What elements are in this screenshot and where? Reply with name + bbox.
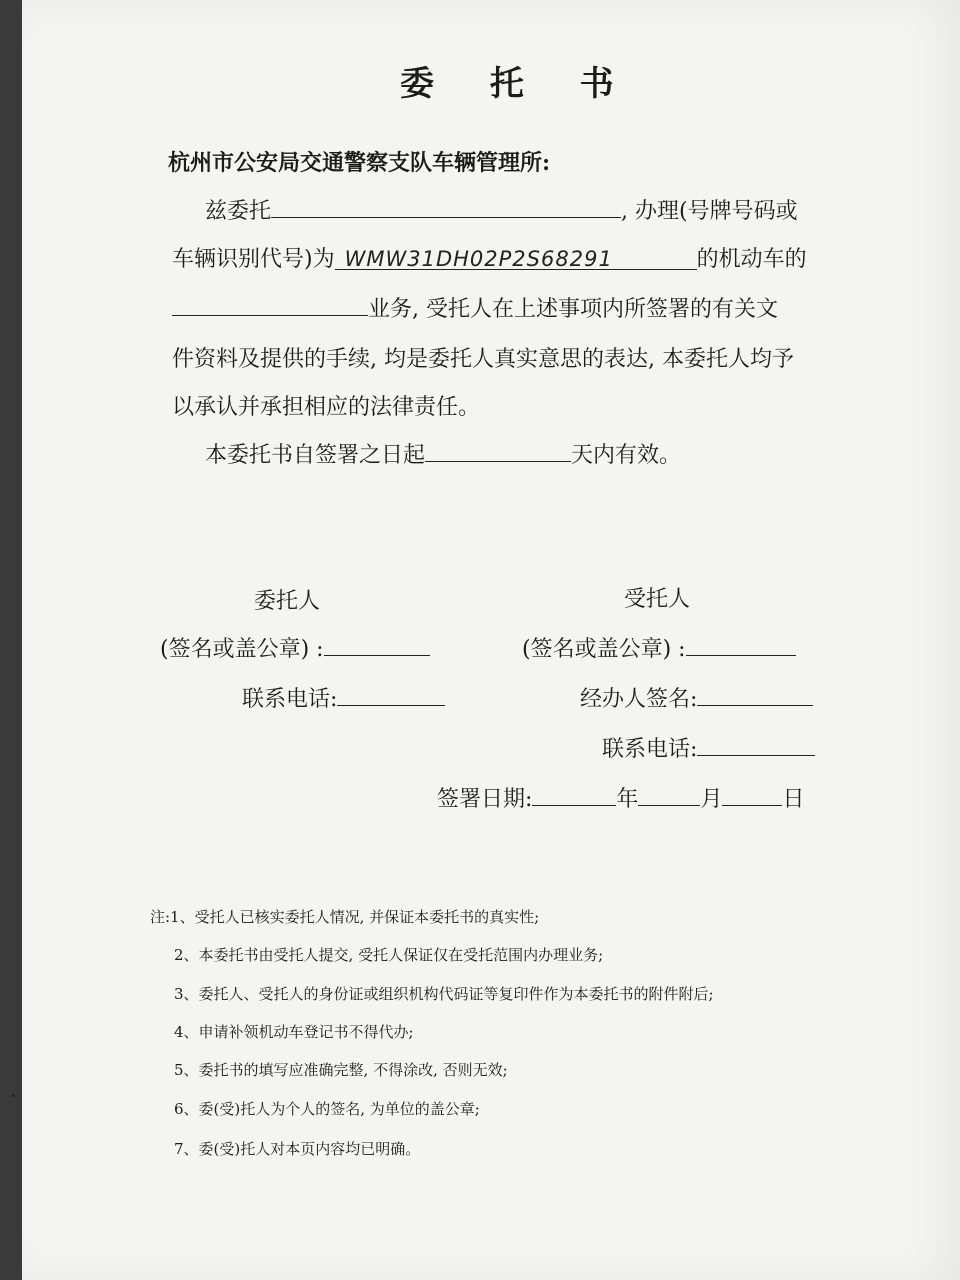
date-row (437, 782, 804, 813)
agent-heading: 受托人 (624, 587, 691, 612)
principal-sign-row (160, 632, 430, 663)
line1-suffix: , 办理(号牌号码或 (621, 199, 798, 224)
date-label: 签署日期: (437, 787, 533, 812)
note-6: 6、委(受)托人为个人的签名, 为单位的盖公章; (174, 1100, 480, 1118)
month-label: 月 (700, 787, 723, 812)
handler-sign-label: 经办人签名: (580, 687, 698, 712)
business-blank (172, 293, 368, 316)
vin-field (335, 247, 697, 270)
vin-handwritten: WMW31DH02P2S68291 (344, 247, 613, 271)
principal-sign-blank (324, 633, 430, 656)
validity-line (205, 438, 681, 469)
principal-sign-label: (签名或盖公章) : (160, 637, 324, 662)
line2-suffix: 的机动车的 (696, 247, 807, 272)
principal-heading: 委托人 (254, 589, 321, 614)
agent-sign-row (522, 632, 796, 663)
year-label: 年 (616, 787, 639, 812)
agent-sign-label: (签名或盖公章) : (522, 637, 686, 662)
addressee: 杭州市公安局交通警察支队车辆管理所: (168, 150, 551, 176)
note-2: 2、本委托书由受托人提交, 受托人保证仅在受托范围内办理业务; (174, 946, 604, 964)
note-5: 5、委托书的填写应准确完整, 不得涂改, 否则无效; (174, 1061, 508, 1079)
body-line-4: 件资料及提供的手续, 均是委托人真实意思的表达, 本委托人均予 (172, 347, 794, 372)
body-line-5: 以承认并承担相应的法律责任。 (172, 395, 481, 420)
note-3: 3、委托人、受托人的身份证或组织机构代码证等复印件作为本委托书的附件附后; (174, 985, 714, 1003)
paper-speck (12, 1094, 15, 1097)
days-blank (425, 439, 571, 462)
month-blank (638, 783, 700, 806)
agent-phone-blank (697, 733, 815, 756)
note-7: 7、委(受)托人对本页内容均已明确。 (174, 1140, 421, 1158)
agent-phone-label: 联系电话: (602, 737, 698, 762)
agent-phone-row (602, 732, 815, 763)
day-blank (722, 783, 782, 806)
handler-sign-blank (697, 683, 813, 706)
body-line-3 (172, 292, 778, 323)
principal-phone-row (242, 682, 445, 713)
day-label: 日 (782, 787, 805, 812)
principal-phone-blank (337, 683, 445, 706)
body-line-1 (205, 194, 798, 225)
principal-blank (271, 195, 621, 218)
principal-phone-label: 联系电话: (242, 687, 338, 712)
note-4: 4、申请补领机动车登记书不得代办; (174, 1023, 414, 1041)
page-title: 委 托 书 (400, 64, 636, 104)
note-1: 注:1、受托人已核实委托人情况, 并保证本委托书的真实性; (150, 908, 540, 926)
validity-prefix: 本委托书自签署之日起 (205, 443, 426, 468)
validity-suffix: 天内有效。 (571, 443, 682, 468)
body-line-2 (172, 242, 807, 273)
line3-suffix: 业务, 受托人在上述事项内所签署的有关文 (368, 297, 778, 322)
line2-prefix: 车辆识别代号)为 (172, 247, 335, 272)
agent-sign-blank (686, 633, 796, 656)
year-blank (532, 783, 616, 806)
handler-sign-row (580, 682, 813, 713)
line1-prefix: 兹委托 (205, 199, 272, 224)
